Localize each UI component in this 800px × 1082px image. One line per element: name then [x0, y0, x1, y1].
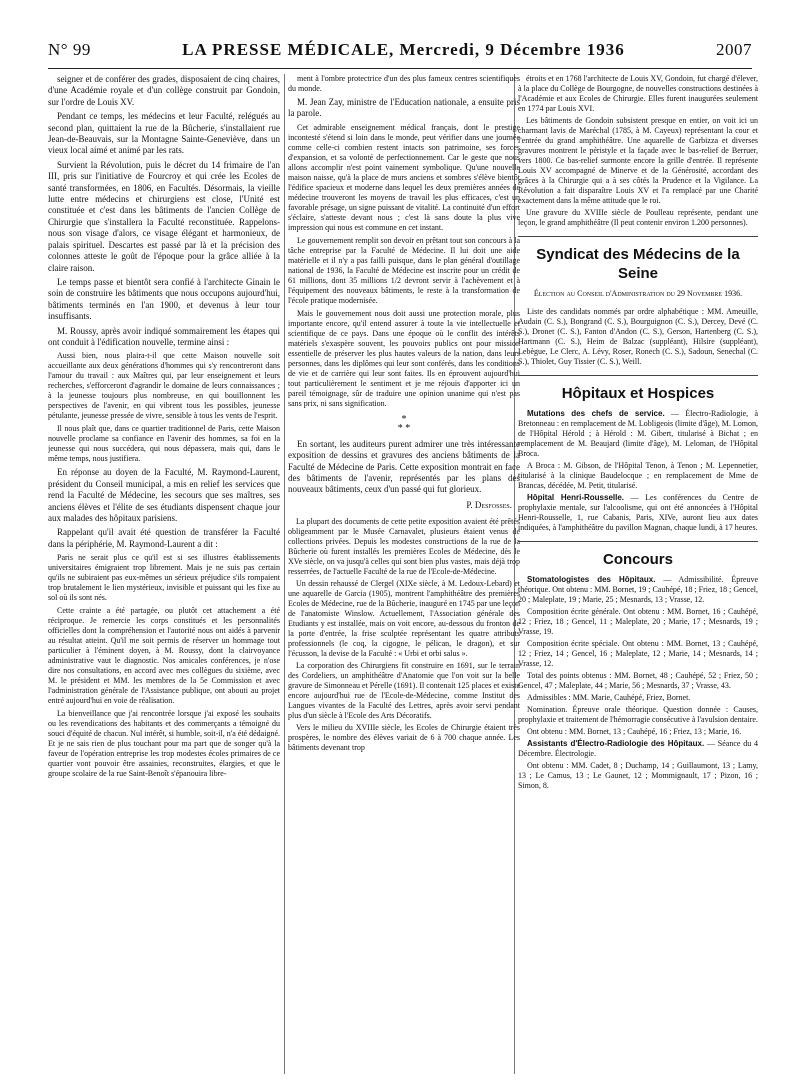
syndicat-heading: Syndicat des Médecins de la Seine	[536, 246, 740, 282]
column-3	[518, 74, 758, 1074]
note-paragraph: La corporation des Chirurgiens fit construire en 1691, sur le terrain des Cordeliers, un amphithéâtre d'Anatomie que l'on voit sur la belle gravure de Simonneau et Pérelle (1691). Il contenait 125 places et existe encore aujourd'hui rue de l'Ecole-de-Médecine, comme Institut des Langues vivantes de la Faculté des Lettres, après avoir servi pendant plus d'un siècle à l'Ecole des Arts Décoratifs.	[288, 661, 520, 721]
electro-radiologie-text: — Séance du 4 Décembre. Électrologie.	[518, 739, 758, 758]
masthead-title: LA PRESSE MÉDICALE, Mercredi, 9 Décembre 1936	[182, 40, 625, 59]
concours-item: Ont obtenu : MM. Cadet, 8 ; Duchamp, 14 ; Guillaumont, 13 ; Lamy, 13 ; Le Camus, 13 ; Le Gaunet, 12 ; Mommignault, 17 ; Pizon, 16 ; Simon, 8.	[518, 761, 758, 790]
column-rule	[284, 74, 285, 1074]
exhibition-note	[288, 517, 520, 753]
quoted-paragraph: Paris ne serait plus ce qu'il est si ses illustres établissements universitaires émigraient trop librement. Mais je ne suis pas certain qu'ils ne subiraient pas eux-mêmes un sérieux préjudice s'ils rompaient trop brutalement le lien mystérieux, invisible et puissant qui les fixe au sol où ils sont nés.	[48, 553, 280, 603]
concours-heading: Concours	[602, 551, 673, 568]
paragraph: Survient la Révolution, puis le décret du 14 frimaire de l'an III, pris sur l'initiative de Fourcroy et qui crée les Ecoles de santé transformées, en 1806, en Facultés. Désormais, la vieille lutte entre médecins et chirurgiens est close, l'Unité est constituée et c'est dans les bâtiments de l'ancien Collège de Chirurgie que s'installera la Faculté reconstituée. Rappelons-nous son visage d'alors, ce visage élégant et harmonieux, de palais spirituel. Descartes est passé par là et la précision des colonnes atteste le goût de l'époque pour la grâce alliée à la claire raison.	[48, 159, 280, 273]
section-divider	[518, 375, 758, 376]
hopitaux-section	[518, 409, 758, 533]
quoted-paragraph: Cet admirable enseignement médical français, dont le prestige incontesté s'étend si loin dans le monde, peut vérifier dans une journée comme celle-ci combien restent intacts son patrimoine, ses forces d'expansion, et sa volonté de perfectionnement. Car le geste que nous allons accomplir n'est point vainement symbolique. Qu'une nouvelle maison naisse, qu'à la place de murs anciens et sombres s'élève bientôt l'édifice spacieux et moderne dans lequel les deux premières années de médecine trouveront les moyens de travail les plus efficaces, c'est un favorable présage, un signe puissant de vitalité. La continuité d'un effort s'éclaire, s'atteste devant nous ; c'est là sans doute la plus vive impression qui nous est commune en cet instant.	[288, 122, 520, 232]
issue-number: N° 99	[48, 40, 91, 59]
page-header	[48, 40, 752, 69]
concours-item: Composition écrite spéciale. Ont obtenu : MM. Bornet, 13 ; Cauhépé, 12 ; Friez, 14 ; Gencel, 16 ; Maleplate, 12 ; Marie, 14 ; Mesnards, 14 ; Vrasse, 12.	[518, 639, 758, 668]
paragraph: M. Roussy, après avoir indiqué sommairement les étapes qui ont conduit à l'édification nouvelle, termine ainsi :	[48, 325, 280, 347]
exhibition-note-continued	[518, 74, 758, 228]
column-2	[288, 74, 520, 1074]
syndicat-list	[518, 307, 758, 367]
mutations-text-2: A Broca : M. Gibson, de l'Hôpital Tenon, à Tenon ; M. Lepennetier, titularisé à la clinique Baudelocque ; en remplacement de Mme de Brancas, décédée, M. Petit, titularisé.	[518, 461, 758, 490]
concours-item: Nomination. Épreuve orale théorique. Question donnée : Causes, prophylaxie et traitement de l'hémorragie consécutive à l'avulsion dentaire.	[518, 705, 758, 724]
asterisk: *	[401, 413, 407, 425]
subheading-henri-rousselle: Hôpital Henri-Rousselle.	[527, 493, 625, 502]
section-divider	[518, 541, 758, 542]
subheading-electro-radiologie: Assistants d'Électro-Radiologie des Hôpitaux.	[527, 739, 705, 748]
concours-item: Composition écrite générale. Ont obtenu : MM. Bornet, 16 ; Cauhépé, 12 ; Friez, 18 ; Gencel, 11 ; Maleplate, 20 ; Marie, 17 ; Mesnards, 19 ; Vrasse, 19.	[518, 607, 758, 636]
column-1	[48, 74, 280, 1074]
paragraph: En réponse au doyen de la Faculté, M. Raymond-Laurent, président du Conseil municipal, a mis en relief les services que rend la Faculté de Médecine, les secours que ses maîtres, ses anciens élèves et l'élite de ses étudiants dispensent chaque jour aux malades des hôpitaux parisiens.	[48, 467, 280, 523]
note-paragraph: Vers le milieu du XVIIIe siècle, les Ecoles de Chirurgie étaient très prospères, le nombre des élèves variait de 6 à 700 chaque année. Les bâtiments devenant trop	[288, 723, 520, 753]
quoted-paragraph: Le gouvernement remplit son devoir en prêtant tout son concours à la tâche entreprise par la Faculté de Médecine. Il lui doit une aide matérielle et il n'y a pas failli puisque, dans le plan général d'outillage national de 1936, la Faculté de Médecine est inscrite pour un crédit de 61 millions, dont 35 millions 1/2 devront servir à l'achèvement et à l'équipement des nouveaux bâtiments, le reste à la transformation de l'école pratique modernisée.	[288, 235, 520, 305]
quoted-paragraph: Il nous plaît que, dans ce quartier traditionnel de Paris, cette Maison nouvelle proclame sa confiance en l'avenir des hommes, sa foi en la jeunesse qui nous succédera, qui nous dépassera, mais qui, dans le même temps, nous justifiera.	[48, 424, 280, 464]
note-paragraph: Une gravure du XVIIIe siècle de Poulleau représente, pendant une leçon, le grand amphithéâtre (Il peut contenir environ 1.200 personnes).	[518, 208, 758, 227]
concours-item: — Admissibilité. Épreuve théorique. Ont obtenu : MM. Bornet, 19 ; Cauhépé, 18 ; Friez, 18 ; Gencel, 20 ; Maleplate, 19 ; Marie, 25 ; Mesnards, 13 ; Vrasse, 12.	[518, 575, 758, 604]
asterisks: * *	[397, 422, 411, 434]
candidate-list: Liste des candidats nommés par ordre alphabétique : MM. Ameuille, Audain (C. S.), Bongrand (C. S.), Bourguignon (C. S.), Dercey, Devé (C. S.), Dronet (C. S.), Fanton d'Andon (C. S.), Gerson, Hartenberg (C. S.), Hartmann (C. S.), Heim de Balzac (suppléant), Hilsire (suppléant), Lebègue, Le Clerc, A. Lévy, Roser, Ronech (C. S.), Sadoun, Senechal (C. S.), Thiolet, Guy Tissier (C. S.), Weill.	[518, 307, 758, 366]
note-paragraph: La plupart des documents de cette petite exposition avaient été prêtés obligeamment par le Musée Carnavalet, plusieurs étaient venus de collections privées. Depuis les modestes constructions de la rue de la Bûcherie où furent installés les premières Ecoles de Médecine, dès le XVe siècle, on va jusqu'à celles qui sont bien plus vastes, mais déjà trop resserrées, de l'actuelle Faculté de la rue de l'Ecole-de-Médecine.	[288, 517, 520, 577]
author-signature: P. Desfosses.	[466, 499, 512, 510]
syndicat-subheading: Élection au Conseil d'Administration du 29 Novembre 1936.	[533, 289, 743, 298]
concours-item: Total des points obtenus : MM. Bornet, 48 ; Cauhépé, 52 ; Friez, 50 ; Gencel, 47 ; Maleplate, 44 ; Marie, 56 ; Mesnards, 37 ; Vrasse, 43.	[518, 671, 758, 690]
mutations-text: — Électro-Radiologie, à Bretonneau : en remplacement de M. Lobligeois (limite d'âge), M. Lomon, de l'Hôpital Hérold ; à Hérold : M. Gibert, titularisé à Bichat ; en remplacement de M. Beaujard (limite d'âge), M. Leloman, de l'Hôpital Broca.	[518, 409, 758, 458]
subheading-mutations: Mutations des chefs de service.	[527, 409, 665, 418]
quoted-paragraph: Mais le gouvernement nous doit aussi une protection morale, plus importante encore, qu'il entend assurer à toute la vie intellectuelle et scientifique de ce pays. Dans une époque où le conflit des intérêts matériels s'exaspère souvent, les pouvoirs publics ont pour mission essentielle de préserver les plus hautes valeurs de la nation, dans leurs personnes, dans les diplômes qui leur sont conférés, dans les conditions de vie et de carrière qui leur sont faites. Ils en éprouvent aujourd'hui tout particulièrement le sentiment et je me réjouis d'apporter ici un pareil témoignage, sûr de traduire une opinion unanime qui n'est pas sans prix, ni sans signification.	[288, 308, 520, 408]
quoted-paragraph: La bienveillance que j'ai rencontrée lorsque j'ai exposé les souhaits ou les revendications des habitants et des commerçants a témoigné du souci d'équité de chacun. Nul intérêt, si humble, soit-il, n'a été dédaigné. Et je ne sais rien de plus touchant pour ma part que de songer qu'à la faveur de l'opération entreprise les trop modestes écoles primaires de ce quartier vont pouvoir être assainies, reconstruites, élargies, et que le groupe scolaire de la rue Saint-Benoît s'épanouira libre-	[48, 709, 280, 779]
concours-section	[518, 575, 758, 791]
subheading-stomatologistes: Stomatologistes des Hôpitaux.	[527, 575, 656, 584]
note-paragraph: Les bâtiments de Gondoin subsistent presque en entier, on voit ici un charmant lavis de Maréchal (1785, à M. Cayeux) représentant la cour et l'entrée du grand amphithéâtre. Une aquarelle de Garbizza et diverses gravures montrent le péristyle et la façade avec le bas-relief de Berruer, vers 1800. Ce bas-relief surmonte encore la grille d'entrée. Il représente Louis XV accompagné de Minerve et de la Générosité, accordant des grâces à la Chirurgie qui a à ses côtés la Prudence et la Vigilance. La Révolution a fait disparaître Louis XV et l'a remplacé par une Charité exactement dans la même attitude que le roi.	[518, 116, 758, 205]
note-paragraph: étroits et en 1768 l'architecte de Louis XV, Gondoin, fut chargé d'élever, à la place du Collège de Bourgogne, de nouvelles constructions destinées à l'Académie et aux Ecoles de Chirurgie. Elles furent inaugurées seulement en 1774 par Louis XVI.	[518, 74, 758, 113]
paragraph: En sortant, les auditeurs purent admirer une très intéressante exposition de dessins et gravures des anciens bâtiments de la Faculté de Médecine de Paris. Cette exposition montrait en face des bâtiments de l'avenir, représentés par les plans des nouveaux bâtiments, ceux d'un passé qui fut glorieux.	[288, 438, 520, 495]
quoted-paragraph: Cette crainte a été partagée, ou plutôt cet attachement a été réciproque. Je remercie les corps constitués et les personnalités officielles dont la compréhension et l'autorité nous ont aidés à parvenir au résultat atteint. Qu'il me soit permis de réserver un hommage tout particulier à l'éminent doyen, à M. Roussy, dont la clairvoyance administrative vaut le diagnostic. Nos amicales conférences, je n'ose dire nos consultations, en accord avec mes collègues du sixième, avec M. le président et MM. les membres de la 5e Commission et avec l'administration générale de l'Assistance publique, ont abouti au projet entré aujourd'hui en voie de réalisation.	[48, 606, 280, 706]
quoted-paragraph: ment à l'ombre protectrice d'un des plus fameux centres scientifiques du monde.	[288, 74, 520, 93]
paragraph: M. Jean Zay, ministre de l'Education nationale, a ensuite pris la parole.	[288, 97, 520, 119]
concours-item: Ont obtenu : MM. Bornet, 13 ; Cauhépé, 16 ; Friez, 13 ; Marie, 16.	[527, 727, 742, 736]
hopitaux-heading: Hôpitaux et Hospices	[561, 385, 715, 402]
paragraph: Pendant ce temps, les médecins et leur Faculté, relégués au second plan, quittaient la rue de la Bûcherie, s'installaient rue Jean-de-Beauvais, sur la Montagne Sainte-Geneviève, dans un vieux local aimé et animé par les rats.	[48, 111, 280, 156]
henri-rousselle-text: — Les conférences du Centre de prophylaxie mentale, sur l'alcoolisme, qui ont été annoncées à l'Hôpital Henri-Rousselle, 1, rue Cabanis, Paris, XIVe, auront lieu aux dates indiquées, à l'amphithéâtre du pavillon Magnan, chaque lundi, à 17 heures.	[518, 493, 758, 532]
note-paragraph: Un dessin rehaussé de Clergel (XIXe siècle, à M. Ledoux-Lebard) et une aquarelle de Garcia (1905), montrent l'amphithéâtre des premières Ecoles de Médecine, rue de la Bûcherie, inauguré en 1745 par une leçon de l'anatomiste Winslow. Actuellement, l'Association générale des Etudiants y est installée, mais on voit encore, au-dessous du fronton de la porte d'entrée, la frise sculptée représentant les quatre attributs professionnels (le coq, la cigogne, le pélican, le dragon), et sur l'écusson, la devise de la Faculté : « Urbi et orbi salus ».	[288, 579, 520, 659]
paragraph: Rappelant qu'il avait été question de transférer la Faculté dans la périphérie, M. Raymond-Laurent a dit :	[48, 527, 280, 549]
paragraph: Le temps passe et bientôt sera confié à l'architecte Ginain le soin de construire les bâtiments que nous occupons aujourd'hui, bâtiments terminés en l'an 1900, et devenus à leur tour insuffisants.	[48, 276, 280, 322]
page-number: 2007	[715, 40, 752, 59]
paragraph: seigner et de conférer des grades, disposaient de cinq chaires, d'une Académie royale et d'un collège construit par Gondoin, sur l'ordre de Louis XV.	[48, 74, 280, 107]
quoted-paragraph: Aussi bien, nous plaira-t-il que cette Maison nouvelle soit accueillante aux deux générations d'hommes qui s'y rencontreront dans l'amour du travail : aux Maîtres qui, par leur enseignement et leurs recherches, s'efforceront d'agrandir le domaine de leurs connaissances ; à la jeunesse toujours plus nombreuse, en qui bouillonnent les perspectives de l'avenir, en qui vibrent tous les possibles, jeunesse pétulante, jeunesse pressée de vivre, sensible à tous les vents de l'esprit.	[48, 351, 280, 421]
section-divider	[518, 236, 758, 237]
section-asterisks	[288, 415, 520, 433]
concours-item: Admissibles : MM. Marie, Cauhépé, Friez, Bornet.	[527, 693, 691, 702]
